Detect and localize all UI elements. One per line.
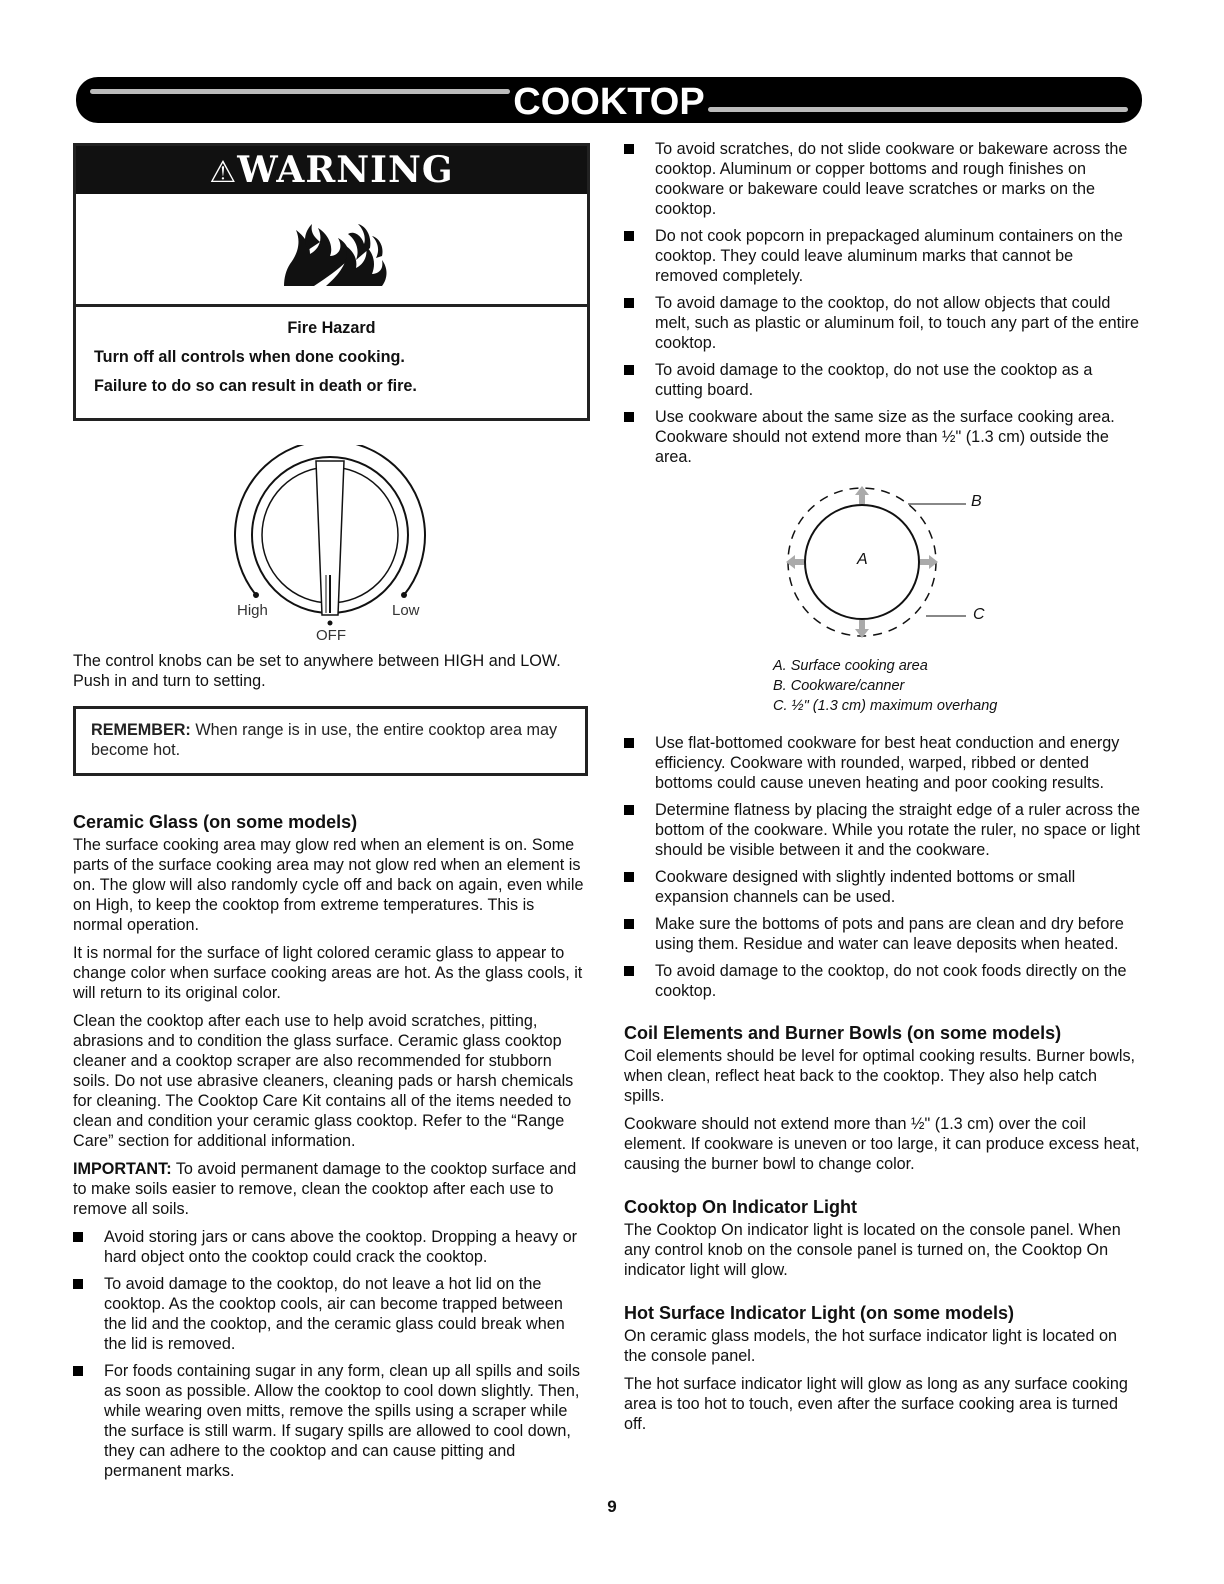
bullet-square-icon (624, 872, 634, 882)
list-item (624, 914, 1140, 954)
diagram-caption (773, 656, 997, 716)
bullet-square-icon (624, 298, 634, 308)
caption-line: C. ½" (1.3 cm) maximum overhang (773, 698, 998, 714)
fire-hazard-pictogram (76, 194, 587, 307)
bullet-square-icon (624, 365, 634, 375)
paragraph: Cookware should not extend more than ½" (1.3 cm) over the coil element. If cookware is uneven or too large, it can produce excess heat, causing the burner bowl to change color. (624, 1115, 1140, 1173)
ceramic-heading: Ceramic Glass (on some models) (73, 812, 358, 832)
coil-heading: Coil Elements and Burner Bowls (on some models) (624, 1023, 1062, 1043)
knob-label-off: OFF (316, 627, 346, 644)
diagram-label-b: B (971, 493, 982, 510)
list-item (73, 1361, 588, 1481)
list-item-text: Use cookware about the same size as the surface cooking area. Cookware should not extend more than ½" (1.3 cm) outside the area. (655, 408, 1115, 466)
list-item (73, 1227, 588, 1267)
right-mid-section (624, 733, 1140, 1442)
list-item (624, 800, 1140, 860)
warning-line: Turn off all controls when done cooking. (94, 348, 405, 366)
list-item (73, 1274, 588, 1354)
list-item-text: To avoid damage to the cooktop, do not leave a hot lid on the cooktop. As the cooktop cools, air can become trapped between the lid and the cooktop, and the ceramic glass could break when the lid is removed. (104, 1275, 565, 1353)
bullet-square-icon (624, 919, 634, 929)
bullet-square-icon (624, 966, 634, 976)
paragraph: Coil elements should be level for optimal cooking results. Burner bowls, when clean, reflect heat back to the cooktop. They also help catch spills. (624, 1047, 1136, 1105)
list-item (624, 226, 1140, 286)
bullet-square-icon (73, 1232, 83, 1242)
list-item-text: Determine flatness by placing the straight edge of a ruler across the bottom of the cookware. While you rotate the ruler, no space or light should be visible between it and the cookware. (655, 801, 1140, 859)
bullet-square-icon (73, 1366, 83, 1376)
warning-box (73, 143, 590, 421)
list-item (624, 961, 1140, 1001)
list-item (624, 360, 1140, 400)
ceramic-section (73, 811, 588, 1488)
list-item (624, 867, 1140, 907)
list-item-text: To avoid damage to the cooktop, do not use the cooktop as a cutting board. (655, 361, 1093, 399)
paragraph: It is normal for the surface of light colored ceramic glass to appear to change color when surface cooking areas are hot. As the glass cools, it will return to its original color. (73, 944, 583, 1002)
bullet-square-icon (624, 805, 634, 815)
list-item-text: Avoid storing jars or cans above the cooktop. Dropping a heavy or hard object onto the cooktop could crack the cooktop. (104, 1228, 578, 1266)
warning-text (76, 307, 587, 396)
remember-text (76, 709, 585, 771)
bullet-square-icon (624, 412, 634, 422)
paragraph: The hot surface indicator light will glow as long as any surface cooking area is too hot to touch, even after the surface cooking area is turned off. (624, 1375, 1128, 1433)
bullet-square-icon (624, 144, 634, 154)
important-note (73, 1159, 588, 1219)
warning-triangle-icon: ⚠ (209, 155, 238, 190)
warning-header (76, 146, 587, 194)
control-knob-diagram (230, 445, 430, 650)
off-marker (328, 621, 333, 626)
list-item-text: Do not cook popcorn in prepackaged aluminum containers on the cooktop. They could leave aluminum marks that cannot be removed completely. (655, 227, 1123, 285)
page-title: COOKTOP (513, 81, 705, 123)
list-item (624, 733, 1140, 793)
paragraph: The surface cooking area may glow red when an element is on. Some parts of the surface cooking area may not glow red when an element is on. The glow will also randomly cycle off and back on again, even while on High, to keep the cooktop from extreme temperatures. This is normal operation. (73, 836, 584, 934)
ceramic-bullet-list (73, 1227, 588, 1481)
important-label: IMPORTANT: (73, 1160, 172, 1178)
down-arrow-icon (855, 620, 869, 638)
list-item-text: Make sure the bottoms of pots and pans are clean and dry before using them. Residue and water can leave deposits when heated. (655, 915, 1124, 953)
knob-text: The control knobs can be set to anywhere between HIGH and LOW. Push in and turn to setting. (73, 652, 561, 690)
right-top-list (624, 139, 1140, 474)
warning-line: Failure to do so can result in death or fire. (94, 377, 417, 395)
list-item-text: Cookware designed with slightly indented bottoms or small expansion channels can be used. (655, 868, 1076, 906)
knob-description (73, 651, 588, 699)
knob-label-low: Low (392, 602, 420, 619)
bullet-square-icon (624, 231, 634, 241)
remember-label: REMEMBER: (91, 721, 191, 739)
hot-surface-heading: Hot Surface Indicator Light (on some models) (624, 1303, 1015, 1323)
right-mid-list (624, 733, 1140, 1001)
arc-endpoint (401, 592, 407, 598)
fire-icon (76, 194, 587, 304)
list-item (624, 293, 1140, 353)
caption-line: A. Surface cooking area (773, 658, 928, 674)
hazard-name: Fire Hazard (287, 319, 376, 337)
warning-title: WARNING (237, 149, 454, 191)
page-number: 9 (607, 1497, 617, 1516)
diagram-label-c: C (973, 606, 985, 623)
list-item (624, 139, 1140, 219)
list-item-text: To avoid scratches, do not slide cookware or bakeware across the cooktop. Aluminum or copper bottoms and rough finishes on cookware or bakeware could leave scratches or marks on the cooktop. (655, 140, 1128, 218)
list-item-text: To avoid damage to the cooktop, do not cook foods directly on the cooktop. (655, 962, 1127, 1000)
cookware-overhang-diagram (770, 478, 1000, 648)
paragraph: On ceramic glass models, the hot surface indicator light is located on the console panel. (624, 1327, 1118, 1365)
indicator-heading: Cooktop On Indicator Light (624, 1197, 857, 1217)
bullet-square-icon (624, 738, 634, 748)
knob-label-high: High (237, 602, 268, 619)
paragraph: The Cooktop On indicator light is located on the console panel. When any control knob on the console panel is turned on, the Cooktop On indicator light will glow. (624, 1221, 1121, 1279)
arc-endpoint (253, 592, 259, 598)
list-item (624, 407, 1140, 467)
list-item-text: To avoid damage to the cooktop, do not allow objects that could melt, such as plastic or aluminum foil, to touch any part of the entire cooktop. (655, 294, 1140, 352)
important-text: To avoid permanent damage to the cooktop surface and to make soils easier to remove, clean the cooktop after each use to remove all soils. (73, 1160, 577, 1218)
section-banner (76, 77, 1142, 123)
remember-box (73, 706, 588, 776)
bullet-square-icon (73, 1279, 83, 1289)
paragraph: Clean the cooktop after each use to help avoid scratches, pitting, abrasions and to condition the glass surface. Ceramic glass cooktop cleaner and a cooktop scraper are also recommended for stubborn soils. Do not use abrasive cleaners, cleaning pads or harsh chemicals for cleaning. The Cooktop Care Kit contains all of the items needed to clean and condition your ceramic glass cooktop. Refer to the “Range Care” section for additional information. (73, 1012, 574, 1150)
list-item-text: For foods containing sugar in any form, clean up all spills and soils as soon as possible. Allow the cooktop to cool down slightly. Then, while wearing oven mitts, remove the spills using a scraper while the surface is still warm. If sugary spills are allowed to cool down, they can adhere to the cooktop and can cause pitting and permanent marks. (104, 1362, 580, 1480)
remember-body: When range is in use, the entire cooktop area may become hot. (91, 721, 558, 759)
list-item-text: Use flat-bottomed cookware for best heat conduction and energy efficiency. Cookware with rounded, warped, ribbed or dented bottoms could cause uneven heating and poor cooking results. (655, 734, 1120, 792)
caption-line: B. Cookware/canner (773, 678, 905, 694)
diagram-label-a: A (857, 551, 868, 568)
